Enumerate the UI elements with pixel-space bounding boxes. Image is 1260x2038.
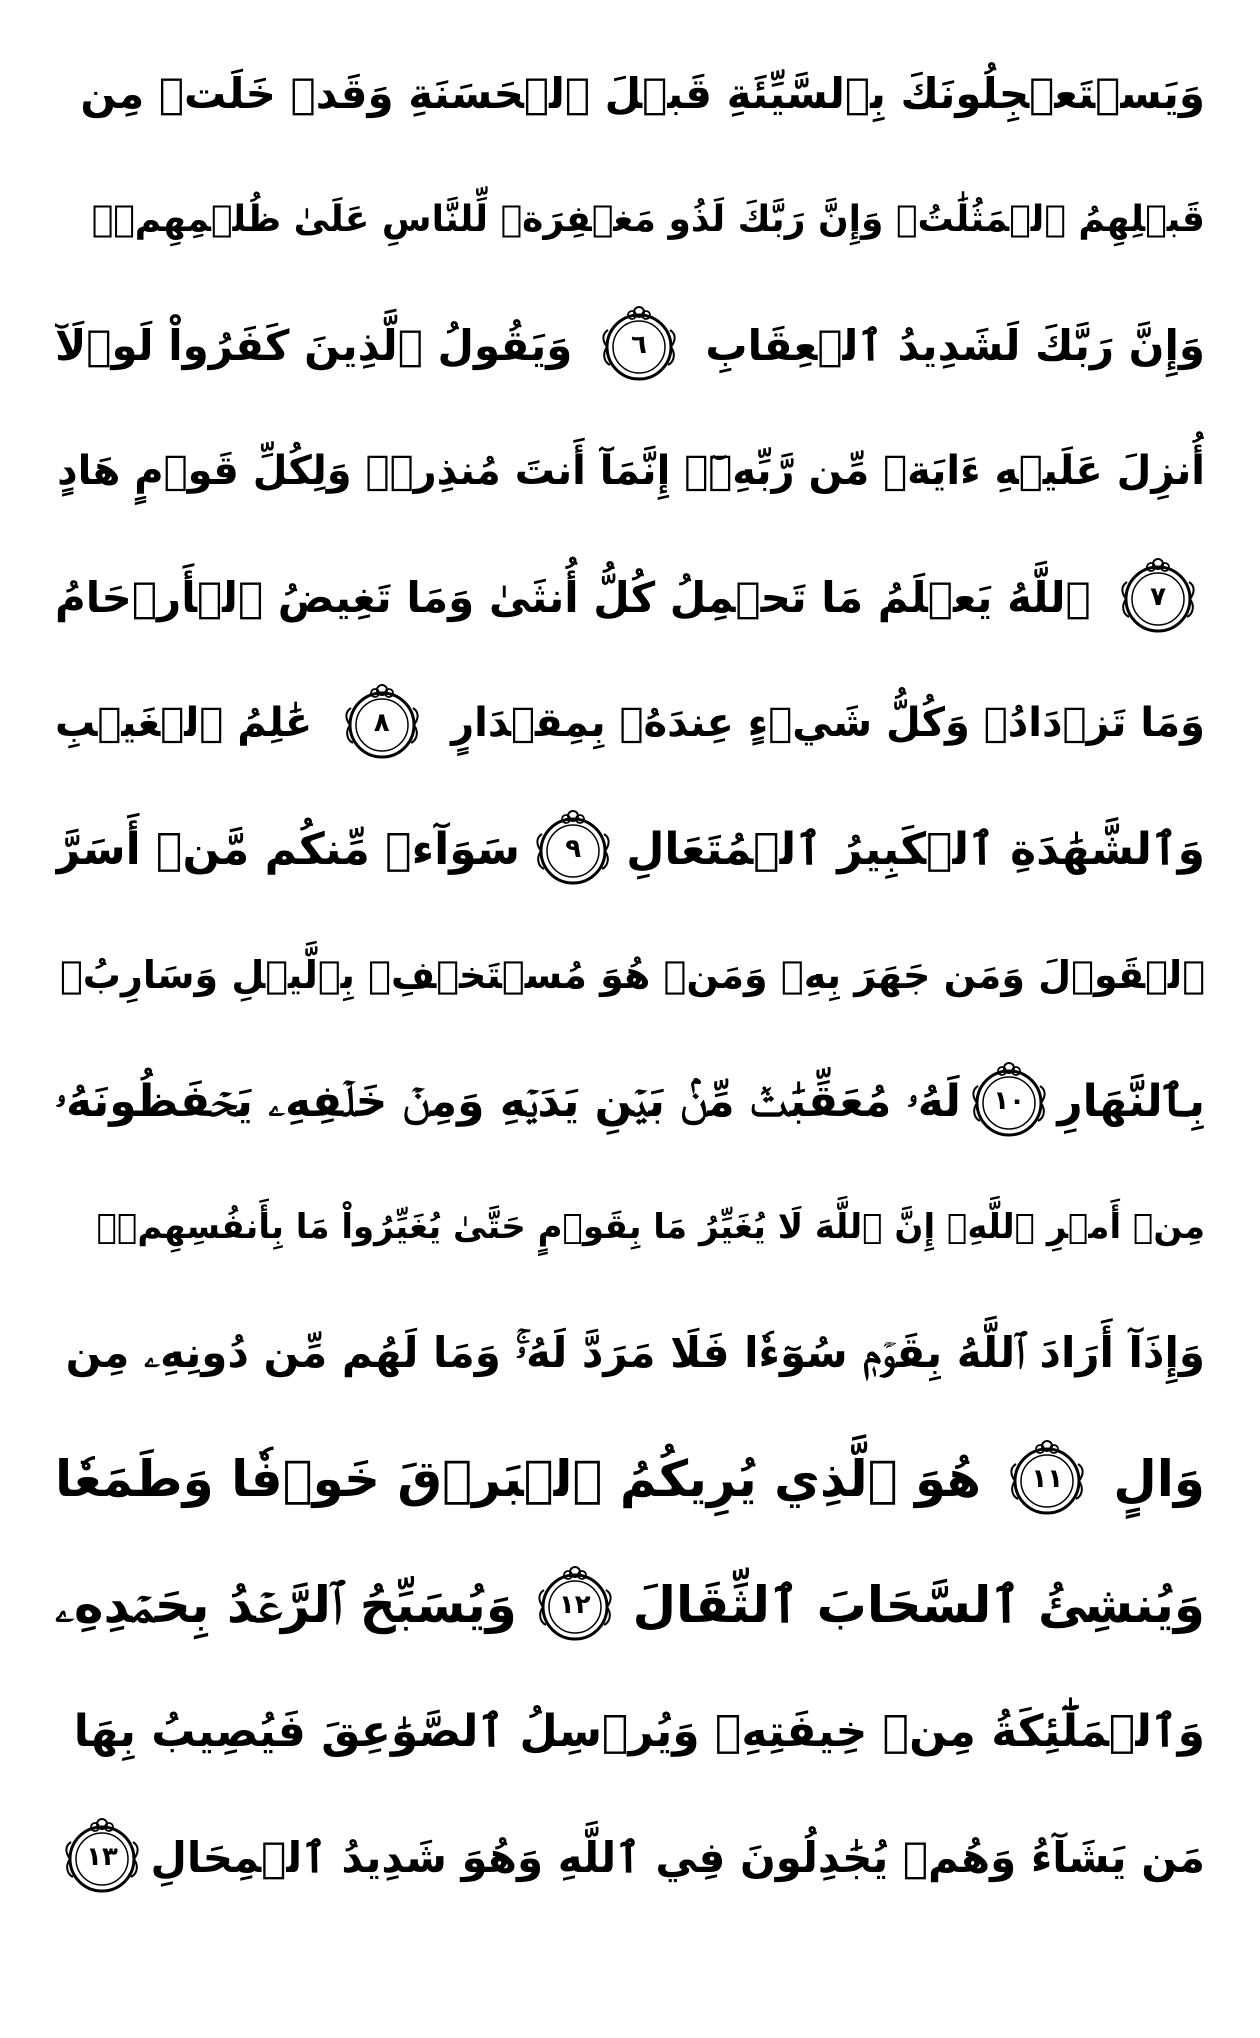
verse-text: وَالٍ	[1113, 1450, 1205, 1508]
verse-text: وَيُنشِئُ ٱلسَّحَابَ ٱلثِّقَالَ	[632, 1576, 1205, 1634]
verse-text: وَٱلشَّهَٰدَةِ ٱلۡكَبِيرُ ٱلۡمُتَعَالِ	[626, 823, 1205, 875]
verse-line	[55, 1542, 1205, 1668]
verse-line	[55, 534, 1205, 660]
verse-line	[55, 282, 1205, 408]
verse-text: وَٱلۡمَلَٰٓئِكَةُ مِنۡ خِيفَتِهِۦ وَيُرۡسِلُ ٱلصَّوَٰعِقَ فَيُصِيبُ بِهَا	[73, 1705, 1205, 1757]
verse-lines	[55, 30, 1205, 1920]
verse-line	[55, 1038, 1205, 1164]
verse-text: مَن يَشَآءُ وَهُمۡ يُجَٰدِلُونَ فِي ٱللَّهِ وَهُوَ شَدِيدُ ٱلۡمِحَالِ	[150, 1832, 1205, 1882]
verse-line	[55, 1416, 1205, 1542]
ayah-number: ٦	[630, 330, 647, 360]
ayah-number: ١١	[1031, 1464, 1064, 1494]
verse-line	[55, 786, 1205, 912]
verse-text: وَيَقُولُ ٱلَّذِينَ كَفَرُواْ لَوۡلَآ	[55, 320, 573, 370]
verse-text: وَإِنَّ رَبَّكَ لَشَدِيدُ ٱلۡعِقَابِ	[705, 320, 1205, 370]
verse-line	[55, 1794, 1205, 1920]
verse-text: عَٰلِمُ ٱلۡغَيۡبِ	[55, 700, 313, 746]
ayah-number: ١٠	[993, 1086, 1025, 1116]
ayah-end-marker-icon	[61, 1816, 143, 1898]
ayah-number: ٧	[1150, 582, 1166, 612]
verse-text: ٱلۡقَوۡلَ وَمَن جَهَرَ بِهِۦ وَمَنۡ هُوَ مُسۡتَخۡفِۭ بِٱلَّيۡلِ وَسَارِبُۢ	[59, 953, 1205, 997]
verse-text: مِنۡ أَمۡرِ ٱللَّهِۗ إِنَّ ٱللَّهَ لَا يُغَيِّرُ مَا بِقَوۡمٍ حَتَّىٰ يُغَيِّرُواْ مَا بِأَنفُسِهِمۡۗ	[96, 1207, 1205, 1247]
verse-line	[55, 912, 1205, 1038]
verse-text: لَهُۥ مُعَقِّبَٰتٞ مِّنۢ بَيۡنِ يَدَيۡهِ وَمِنۡ خَلۡفِهِۦ يَحۡفَظُونَهُۥ	[55, 1075, 961, 1127]
verse-line	[55, 1164, 1205, 1290]
ayah-end-marker-icon	[534, 1564, 616, 1646]
ayah-end-marker-icon	[598, 304, 680, 386]
verse-text: وَمَا تَزۡدَادُۖ وَكُلُّ شَيۡءٍ عِندَهُۥ بِمِقۡدَارٍ	[451, 700, 1205, 746]
ayah-end-marker-icon	[532, 808, 614, 890]
verse-text: أُنزِلَ عَلَيۡهِ ءَايَةٞ مِّن رَّبِّهِۦٓۗ إِنَّمَآ أَنتَ مُنذِرٞۖ وَلِكُلِّ قَوۡمٍ هَادٍ	[57, 448, 1205, 494]
verse-text: قَبۡلِهِمُ ٱلۡمَثُلَٰتُۗ وَإِنَّ رَبَّكَ لَذُو مَغۡفِرَةٖ لِّلنَّاسِ عَلَىٰ ظُلۡمِهِمۡۖ	[91, 198, 1205, 240]
verse-text: وَيَسۡتَعۡجِلُونَكَ بِٱلسَّيِّئَةِ قَبۡلَ ٱلۡحَسَنَةِ وَقَدۡ خَلَتۡ مِن	[80, 68, 1205, 118]
verse-text: وَإِذَآ أَرَادَ ٱللَّهُ بِقَوۡمٖ سُوٓءٗا فَلَا مَرَدَّ لَهُۥۚ وَمَا لَهُم مِّن دُونِهِۦ مِن	[65, 1328, 1205, 1377]
ayah-end-marker-icon	[341, 682, 423, 764]
verse-text: وَيُسَبِّحُ ٱلرَّعۡدُ بِحَمۡدِهِۦ	[55, 1575, 517, 1634]
ayah-number: ٩	[565, 834, 582, 864]
verse-line	[55, 408, 1205, 534]
verse-line	[55, 1290, 1205, 1416]
verse-text: هُوَ ٱلَّذِي يُرِيكُمُ ٱلۡبَرۡقَ خَوۡفٗا وَطَمَعٗا	[55, 1450, 982, 1508]
verse-text: بِٱلنَّهَارِ	[1057, 1075, 1205, 1127]
ayah-end-marker-icon	[1006, 1438, 1088, 1520]
verse-line	[55, 156, 1205, 282]
ayah-number: ١٢	[558, 1590, 591, 1620]
ayah-end-marker-icon	[968, 1060, 1050, 1142]
ayah-end-marker-icon	[1117, 556, 1199, 638]
verse-line	[55, 1668, 1205, 1794]
verse-line	[55, 30, 1205, 156]
verse-text: ٱللَّهُ يَعۡلَمُ مَا تَحۡمِلُ كُلُّ أُنثَىٰ وَمَا تَغِيضُ ٱلۡأَرۡحَامُ	[55, 572, 1091, 622]
ayah-number: ٨	[373, 708, 390, 738]
ayah-number: ١٣	[86, 1842, 118, 1872]
verse-line	[55, 660, 1205, 786]
verse-text: سَوَآءٞ مِّنكُم مَّنۡ أَسَرَّ	[55, 823, 521, 875]
